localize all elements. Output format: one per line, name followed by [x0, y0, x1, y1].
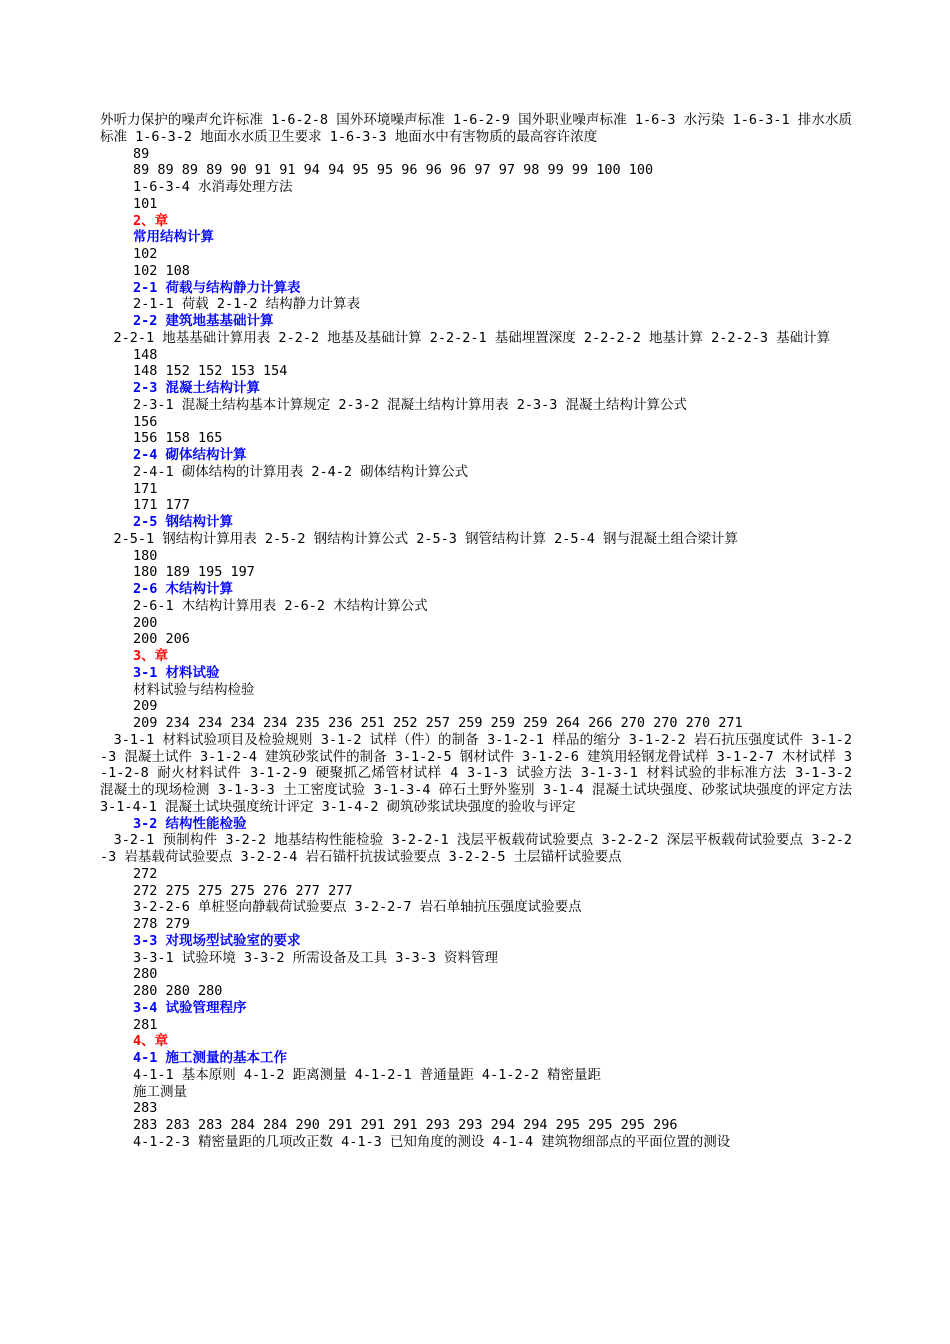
toc-line: 180 189 195 197 [133, 564, 255, 581]
toc-line: 180 [133, 547, 158, 564]
section-heading: 4-1 施工测量的基本工作 [133, 1050, 288, 1066]
toc-line: 272 [133, 865, 158, 882]
section-heading: 3-2 结构性能检验 [133, 815, 247, 832]
toc-line: 89 89 89 89 90 91 91 94 94 95 95 96 96 96 97 97 98 99 99 100 100 [133, 162, 654, 179]
toc-line: 101 [133, 195, 158, 212]
toc-line: 102 108 [133, 262, 190, 279]
toc-line: 外听力保护的噪声允许标准 1-6-2-8 国外环境噪声标准 1-6-2-9 国外职业噪声标准 1-6-3 水污染 1-6-3-1 排水水质标准 1-6-3-2 地面水水质卫生要求 1-6-3-3 地面水中有害物质的最高容许浓度 [100, 112, 852, 145]
section-heading: 2-6 木结构计算 [133, 581, 234, 597]
toc-line: 171 [133, 480, 158, 497]
section-heading: 常用结构计算 [133, 229, 214, 246]
toc-line: 280 280 280 [133, 983, 223, 999]
section-heading: 2-2 建筑地基基础计算 [133, 313, 274, 329]
toc-line: 156 158 165 [133, 430, 223, 447]
section-heading: 2-5 钢结构计算 [133, 514, 234, 530]
toc-line: 156 [133, 413, 158, 430]
toc-line: 200 206 [133, 631, 190, 648]
toc-line: 102 [133, 246, 158, 262]
toc-line: 283 [133, 1100, 158, 1117]
toc-line: 89 [133, 145, 150, 162]
toc-line: 2-5-1 钢结构计算用表 2-5-2 钢结构计算公式 2-5-3 钢管结构计算 2-5-4 钢与混凝土组合梁计算 [100, 530, 738, 547]
toc-line: 3-2-1 预制构件 3-2-2 地基结构性能检验 3-2-2-1 浅层平板载荷试验要点 3-2-2-2 深层平板载荷试验要点 3-2-2-3 岩基载荷试验要点 3-2-2-4 岩石锚杆抗拔试验要点 3-2-2-5 土层锚杆试验要点 [100, 832, 852, 865]
chapter-heading: 4、章 [133, 1033, 169, 1050]
toc-line: 171 177 [133, 497, 190, 514]
section-heading: 2-3 混凝土结构计算 [133, 380, 261, 396]
toc-line: 283 283 283 284 284 290 291 291 291 293 293 294 294 295 295 295 296 [133, 1117, 678, 1133]
section-heading: 3-3 对现场型试验室的要求 [133, 932, 301, 949]
toc-line: 209 [133, 698, 158, 715]
toc-line: 1-6-3-4 水消毒处理方法 [133, 179, 293, 195]
toc-line: 材料试验与结构检验 [133, 681, 255, 698]
toc-line: 209 234 234 234 234 235 236 251 252 257 259 259 259 264 266 270 270 270 271 [133, 715, 743, 731]
document-page [100, 112, 861, 1151]
section-heading: 2-4 砌体结构计算 [133, 447, 247, 463]
toc-line: 2-4-1 砌体结构的计算用表 2-4-2 砌体结构计算公式 [133, 463, 469, 480]
toc-line: 2-2-1 地基基础计算用表 2-2-2 地基及基础计算 2-2-2-1 基础埋置深度 2-2-2-2 地基计算 2-2-2-3 基础计算 [100, 329, 831, 346]
toc-line: 200 [133, 614, 158, 631]
toc-line: 3-2-2-6 单桩竖向静载荷试验要点 3-2-2-7 岩石单轴抗压强度试验要点 [133, 899, 582, 916]
section-heading: 3-1 材料试验 [133, 664, 220, 681]
toc-line: 3-3-1 试验环境 3-3-2 所需设备及工具 3-3-3 资料管理 [133, 949, 499, 966]
toc-line: 4-1-2-3 精密量距的几项改正数 4-1-3 已知角度的测设 4-1-4 建筑物细部点的平面位置的测设 [133, 1133, 731, 1150]
toc-line: 施工测量 [133, 1083, 187, 1100]
section-heading: 2-1 荷载与结构静力计算表 [133, 279, 301, 296]
toc-line: 278 279 [133, 916, 190, 932]
toc-line: 148 [133, 346, 158, 363]
toc-line: 2-3-1 混凝土结构基本计算规定 2-3-2 混凝土结构计算用表 2-3-3 混凝土结构计算公式 [133, 396, 688, 413]
toc-line: 2-6-1 木结构计算用表 2-6-2 木结构计算公式 [133, 597, 428, 614]
toc-line: 148 152 152 153 154 [133, 363, 288, 380]
toc-line: 2-1-1 荷载 2-1-2 结构静力计算表 [133, 296, 361, 313]
section-heading: 3-4 试验管理程序 [133, 999, 247, 1016]
chapter-heading: 2、章 [133, 212, 169, 229]
toc-line: 281 [133, 1016, 158, 1033]
toc-line: 3-1-1 材料试验项目及检验规则 3-1-2 试样（件）的制备 3-1-2-1 样品的缩分 3-1-2-2 岩石抗压强度试件 3-1-2-3 混凝土试件 3-1-2-4 建筑砂浆试件的制备 3-1-2-5 钢材试件 3-1-2-6 建筑用轻钢龙骨试样 3-1-2-7 木材试样 3-1-2-8 耐火材料试件 3-1-2-9 硬聚抓乙烯管材试样 4 3-1-3 试验方法 3-1-3-1 材料试验的非标准方法 3-1-3-2 混凝土的现场检测 3-1-3-3 土工密度试验 3-1-3-4 碎石土野外鉴别 3-1-4 混凝土试块强度、砂浆试块强度的评定方法 3-1-4-1 混凝土试块强度统计评定 3-1-4-2 砌筑砂浆试块强度的验收与评定 [100, 731, 861, 815]
chapter-heading: 3、章 [133, 648, 169, 664]
toc-line: 272 275 275 275 276 277 277 [133, 882, 353, 899]
toc-line: 4-1-1 基本原则 4-1-2 距离测量 4-1-2-1 普通量距 4-1-2-2 精密量距 [133, 1066, 601, 1083]
toc-line: 280 [133, 966, 158, 983]
